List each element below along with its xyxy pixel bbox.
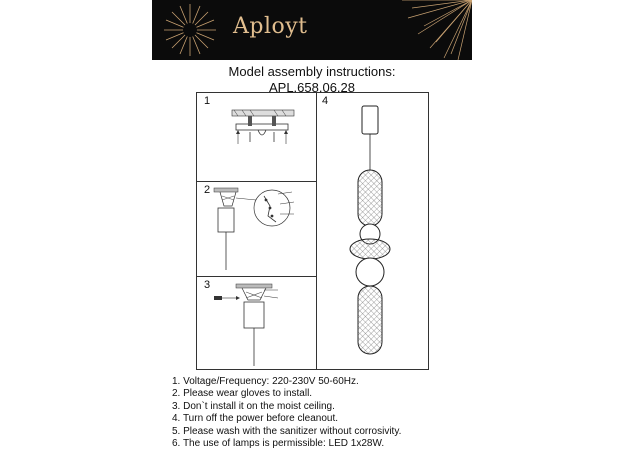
panel-3-number: 3 xyxy=(204,279,211,291)
note-item: 2. Please wear gloves to install. xyxy=(172,388,313,400)
fixing-lamp-diagram xyxy=(206,282,306,368)
panel-4-number: 4 xyxy=(322,95,329,107)
note-item: 3. Don`t install it on the moist ceiling. xyxy=(172,400,335,412)
note-item: 5. Please wash with the sanitizer without corrosivity. xyxy=(172,425,402,437)
page-title: Model assembly instructions: xyxy=(228,64,396,79)
brand-name: Aployt xyxy=(233,14,308,39)
note-item: 1. Voltage/Frequency: 220-230V 50-60Hz. xyxy=(172,376,359,387)
sunburst-corner-icon xyxy=(372,0,472,60)
pendant-lamp-diagram xyxy=(340,104,400,364)
model-number: APL.658.06.28 xyxy=(268,80,356,95)
canopy-cable-diagram xyxy=(206,186,306,274)
ceiling-bracket-diagram xyxy=(228,108,298,158)
note-item: 6. The use of lamps is permissible: LED 1x28W. xyxy=(172,438,385,450)
panel-1-number: 1 xyxy=(204,95,211,107)
installation-notes xyxy=(172,376,401,450)
note-item: 4. Turn off the power before cleanout. xyxy=(172,413,339,425)
brand-banner xyxy=(152,0,472,60)
panel-2-number: 2 xyxy=(204,184,211,196)
sunburst-logo-icon xyxy=(160,2,220,58)
